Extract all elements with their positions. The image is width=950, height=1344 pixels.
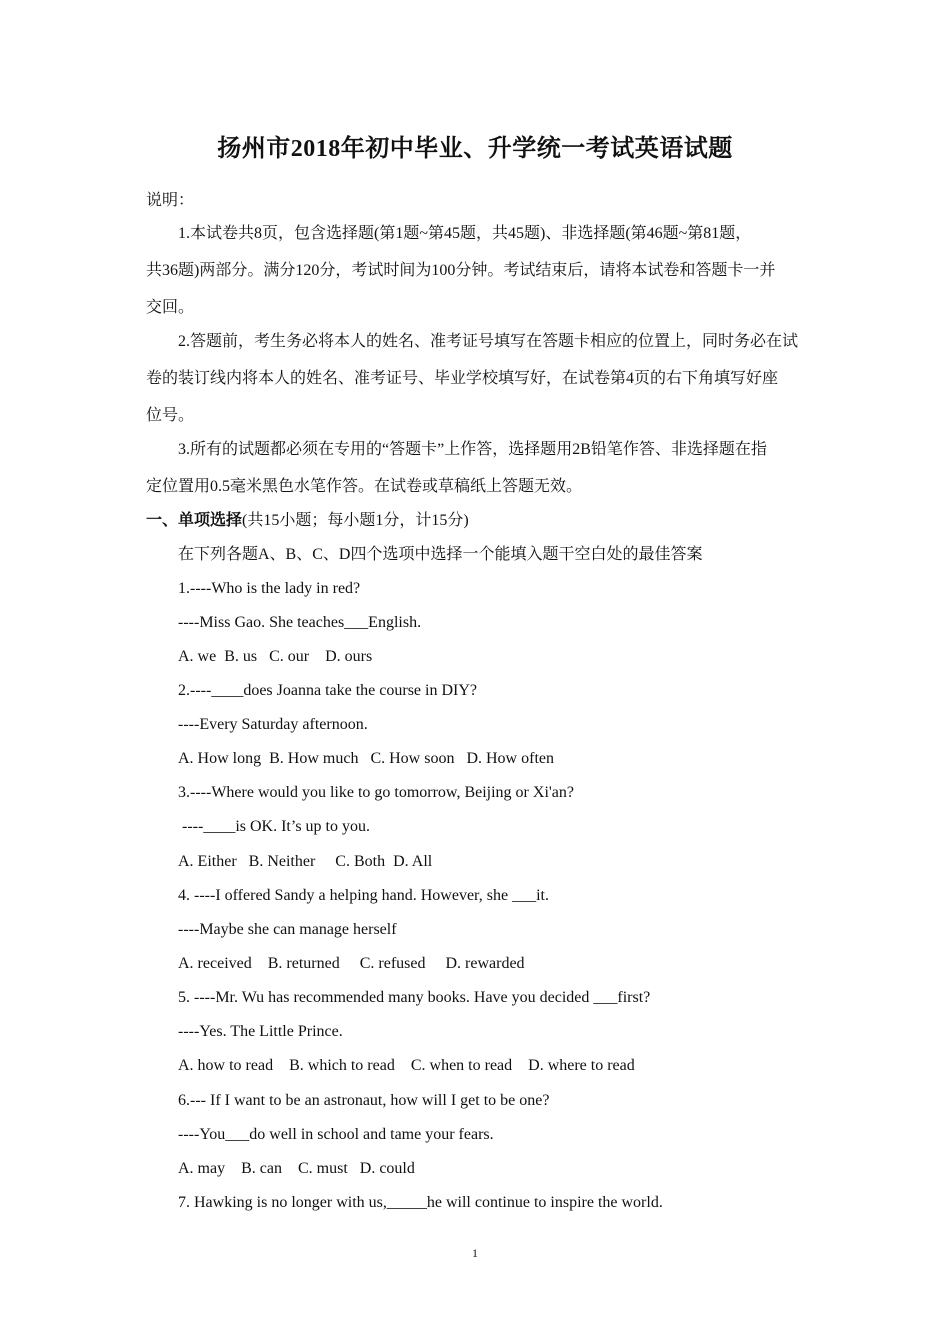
note-1-line-1: 1.本试卷共8页，包含选择题(第1题~第45题，共45题)、非选择题(第46题~第81题，	[178, 225, 752, 242]
question-4-prompt: 4. ----I offered Sandy a helping hand. However, she ___it.	[178, 887, 549, 904]
note-2-line-3: 位号。	[146, 407, 195, 424]
question-6-reply: ----You___do well in school and tame your fears.	[178, 1126, 494, 1143]
question-5-options: A. how to read B. which to read C. when to read D. where to read	[178, 1057, 635, 1074]
note-2-line-1: 2.答题前，考生务必将本人的姓名、准考证号填写在答题卡相应的位置上，同时务必在试	[178, 333, 799, 350]
section-1-header	[146, 510, 469, 532]
question-2-prompt: 2.----____does Joanna take the course in DIY?	[178, 682, 478, 699]
question-3-options: A. Either B. Neither C. Both D. All	[178, 853, 433, 870]
question-4-reply: ----Maybe she can manage herself	[178, 921, 397, 938]
question-5-reply: ----Yes. The Little Prince.	[178, 1023, 343, 1040]
question-3-prompt: 3.----Where would you like to go tomorrow, Beijing or Xi'an?	[178, 784, 574, 801]
note-3-line-1: 3.所有的试题都必须在专用的“答题卡”上作答，选择题用2B铅笔作答、非选择题在指	[178, 441, 767, 458]
question-1-options: A. we B. us C. our D. ours	[178, 648, 373, 665]
section-1-instruction: 在下列各题A、B、C、D四个选项中选择一个能填入题干空白处的最佳答案	[178, 546, 703, 563]
section-1-heading: 一、单项选择	[146, 512, 243, 529]
exam-title: 扬州市2018年初中毕业、升学统一考试英语试题	[217, 136, 733, 162]
section-1-heading-note: (共15小题；每小题1分，计15分)	[242, 512, 469, 529]
note-1-line-2: 共36题)两部分。满分120分，考试时间为100分钟。考试结束后，请将本试卷和答题卡一并	[146, 262, 776, 279]
question-2-options: A. How long B. How much C. How soon D. How often	[178, 750, 554, 767]
note-3-line-2: 定位置用0.5毫米黑色水笔作答。在试卷或草稿纸上答题无效。	[146, 478, 583, 495]
question-5-prompt: 5. ----Mr. Wu has recommended many books. Have you decided ___first?	[178, 989, 651, 1006]
note-2-line-2: 卷的装订线内将本人的姓名、准考证号、毕业学校填写好，在试卷第4页的右下角填写好座	[146, 370, 779, 387]
notes-label: 说明：	[146, 192, 195, 209]
question-2-reply: ----Every Saturday afternoon.	[178, 716, 368, 733]
page-number: 1	[472, 1246, 478, 1260]
question-3-reply: ----____is OK. It’s up to you.	[178, 818, 370, 835]
question-6-prompt: 6.--- If I want to be an astronaut, how will I get to be one?	[178, 1092, 550, 1109]
question-1-reply: ----Miss Gao. She teaches___English.	[178, 614, 422, 631]
question-6-options: A. may B. can C. must D. could	[178, 1160, 415, 1177]
note-1-line-3: 交回。	[146, 299, 195, 316]
question-7-prompt: 7. Hawking is no longer with us,_____he will continue to inspire the world.	[178, 1194, 663, 1211]
question-1-prompt: 1.----Who is the lady in red?	[178, 580, 361, 597]
question-4-options: A. received B. returned C. refused D. rewarded	[178, 955, 525, 972]
